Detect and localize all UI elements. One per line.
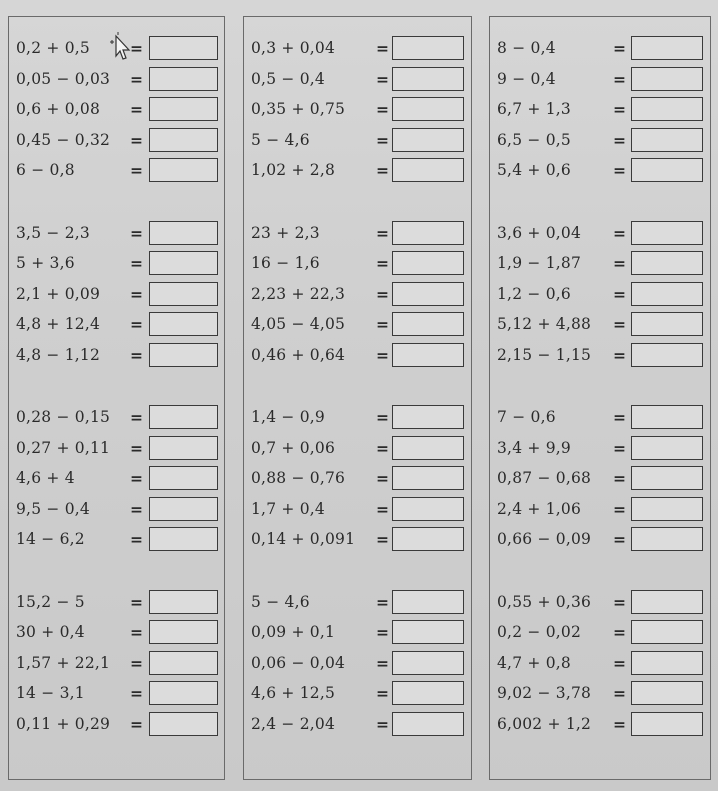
answer-box[interactable]	[149, 590, 218, 614]
answer-box[interactable]	[631, 97, 703, 121]
exercise-row	[244, 220, 471, 247]
expression: 4,8 + 12,4	[16, 315, 101, 333]
exercise-row	[244, 619, 471, 646]
expression: 1,02 + 2,8	[251, 161, 336, 179]
exercise-row	[244, 96, 471, 123]
equals-sign: =	[376, 223, 389, 243]
exercise-row	[244, 127, 471, 154]
answer-box[interactable]	[631, 128, 703, 152]
expression: 3,4 + 9,9	[497, 438, 571, 457]
answer-box[interactable]	[392, 681, 464, 705]
exercise-row	[9, 281, 224, 308]
equals-sign: =	[613, 469, 626, 488]
equals-sign: =	[376, 100, 389, 119]
equals-sign: =	[613, 653, 626, 673]
expression: 1,9 − 1,87	[497, 254, 582, 272]
equals-sign: =	[376, 161, 389, 180]
equals-sign: =	[376, 592, 389, 612]
exercise-row	[244, 250, 471, 277]
answer-box[interactable]	[631, 67, 703, 91]
equals-sign: =	[376, 623, 389, 642]
answer-box[interactable]	[149, 282, 218, 306]
exercise-row	[9, 435, 224, 462]
equals-sign: =	[613, 592, 626, 612]
equals-sign: =	[613, 438, 626, 458]
equals-sign: =	[376, 469, 389, 488]
expression: 9,02 − 3,78	[497, 684, 592, 702]
answer-box[interactable]	[392, 343, 464, 367]
answer-box[interactable]	[149, 343, 218, 367]
expression: 0,05 − 0,03	[16, 69, 111, 88]
equals-sign: =	[613, 345, 626, 365]
equals-sign: =	[376, 130, 389, 150]
exercise-row	[244, 311, 471, 338]
exercise-row	[490, 680, 710, 707]
equals-sign: =	[613, 499, 626, 519]
answer-box[interactable]	[392, 36, 464, 60]
exercise-row	[490, 711, 710, 738]
expression: 0,87 − 0,68	[497, 469, 592, 487]
expression: 14 − 3,1	[16, 684, 85, 702]
exercise-row	[490, 220, 710, 247]
equals-sign: =	[613, 254, 626, 273]
expression: 2,4 + 1,06	[497, 499, 582, 518]
equals-sign: =	[376, 254, 389, 273]
answer-box[interactable]	[149, 158, 218, 182]
exercise-row	[490, 496, 710, 523]
answer-box[interactable]	[631, 221, 703, 245]
answer-box[interactable]	[392, 497, 464, 521]
exercise-row	[490, 589, 710, 616]
expression: 0,35 + 0,75	[251, 100, 346, 118]
answer-box[interactable]	[631, 282, 703, 306]
answer-box[interactable]	[149, 251, 218, 275]
equals-sign: =	[376, 714, 389, 734]
expression: 0,45 − 0,32	[16, 130, 111, 149]
answer-box[interactable]	[631, 312, 703, 336]
equals-sign: =	[130, 161, 143, 180]
equals-sign: =	[130, 469, 143, 488]
mouse-cursor-icon	[108, 32, 132, 62]
exercise-row	[9, 680, 224, 707]
answer-box[interactable]	[149, 712, 218, 736]
exercise-row	[490, 619, 710, 646]
exercise-row	[244, 281, 471, 308]
equals-sign: =	[376, 530, 389, 549]
exercise-row	[490, 465, 710, 492]
equals-sign: =	[613, 130, 626, 150]
expression: 30 + 0,4	[16, 623, 85, 641]
answer-box[interactable]	[631, 590, 703, 614]
exercise-row	[244, 711, 471, 738]
expression: 4,8 − 1,12	[16, 345, 101, 364]
answer-box[interactable]	[631, 651, 703, 675]
equals-sign: =	[376, 408, 389, 427]
expression: 4,7 + 0,8	[497, 653, 571, 672]
answer-box[interactable]	[392, 436, 464, 460]
exercise-row	[9, 711, 224, 738]
equals-sign: =	[613, 69, 626, 89]
exercise-column-2	[243, 16, 472, 780]
equals-sign: =	[130, 653, 143, 673]
expression: 15,2 − 5	[16, 592, 85, 611]
exercise-row	[9, 127, 224, 154]
exercise-row	[9, 157, 224, 184]
answer-box[interactable]	[149, 527, 218, 551]
exercise-row	[9, 250, 224, 277]
expression: 0,2 + 0,5	[16, 39, 90, 57]
expression: 0,3 + 0,04	[251, 39, 336, 57]
answer-box[interactable]	[392, 312, 464, 336]
exercise-row	[490, 435, 710, 462]
expression: 0,06 − 0,04	[251, 653, 346, 672]
equals-sign: =	[130, 408, 143, 427]
exercise-row	[244, 589, 471, 616]
expression: 0,46 + 0,64	[251, 345, 346, 364]
exercise-column-1	[8, 16, 225, 780]
expression: 6,7 + 1,3	[497, 100, 571, 118]
equals-sign: =	[613, 714, 626, 734]
equals-sign: =	[130, 684, 143, 703]
expression: 6,5 − 0,5	[497, 130, 571, 149]
equals-sign: =	[376, 39, 389, 58]
equals-sign: =	[376, 438, 389, 458]
expression: 2,23 + 22,3	[251, 284, 346, 303]
exercise-row	[244, 526, 471, 553]
answer-box[interactable]	[392, 251, 464, 275]
equals-sign: =	[613, 161, 626, 180]
answer-box[interactable]	[631, 405, 703, 429]
equals-sign: =	[130, 592, 143, 612]
equals-sign: =	[130, 284, 143, 304]
expression: 1,4 − 0,9	[251, 408, 325, 426]
equals-sign: =	[130, 499, 143, 519]
exercise-row	[490, 35, 710, 62]
equals-sign: =	[613, 623, 626, 642]
expression: 6 − 0,8	[16, 161, 75, 179]
expression: 2,15 − 1,15	[497, 345, 592, 364]
equals-sign: =	[130, 530, 143, 549]
answer-box[interactable]	[149, 681, 218, 705]
equals-sign: =	[613, 100, 626, 119]
answer-box[interactable]	[149, 312, 218, 336]
exercise-row	[490, 96, 710, 123]
expression: 0,7 + 0,06	[251, 438, 336, 457]
expression: 0,27 + 0,11	[16, 438, 111, 457]
equals-sign: =	[130, 223, 143, 243]
answer-box[interactable]	[392, 527, 464, 551]
answer-box[interactable]	[631, 681, 703, 705]
exercise-row	[9, 619, 224, 646]
equals-sign: =	[130, 315, 143, 334]
answer-box[interactable]	[631, 712, 703, 736]
expression: 1,7 + 0,4	[251, 499, 325, 518]
exercise-row	[244, 342, 471, 369]
exercise-row	[9, 96, 224, 123]
answer-box[interactable]	[149, 405, 218, 429]
expression: 8 − 0,4	[497, 39, 556, 57]
exercise-row	[9, 589, 224, 616]
answer-box[interactable]	[149, 221, 218, 245]
answer-box[interactable]	[631, 527, 703, 551]
equals-sign: =	[130, 39, 143, 58]
answer-box[interactable]	[392, 651, 464, 675]
equals-sign: =	[376, 653, 389, 673]
exercise-row	[244, 496, 471, 523]
expression: 4,6 + 12,5	[251, 684, 336, 702]
exercise-row	[244, 157, 471, 184]
expression: 9,5 − 0,4	[16, 499, 90, 518]
expression: 23 + 2,3	[251, 223, 320, 242]
expression: 5 − 4,6	[251, 130, 310, 149]
equals-sign: =	[376, 69, 389, 89]
expression: 0,2 − 0,02	[497, 623, 582, 641]
exercise-row	[490, 250, 710, 277]
equals-sign: =	[130, 69, 143, 89]
expression: 3,5 − 2,3	[16, 223, 90, 242]
exercise-row	[244, 66, 471, 93]
equals-sign: =	[130, 345, 143, 365]
expression: 1,2 − 0,6	[497, 284, 571, 303]
expression: 5,4 + 0,6	[497, 161, 571, 179]
equals-sign: =	[130, 100, 143, 119]
expression: 9 − 0,4	[497, 69, 556, 88]
expression: 0,55 + 0,36	[497, 592, 592, 611]
exercise-row	[9, 311, 224, 338]
equals-sign: =	[613, 684, 626, 703]
exercise-row	[490, 526, 710, 553]
exercise-row	[9, 650, 224, 677]
exercise-row	[9, 220, 224, 247]
exercise-row	[244, 650, 471, 677]
exercise-row	[244, 404, 471, 431]
exercise-row	[490, 404, 710, 431]
equals-sign: =	[376, 315, 389, 334]
answer-box[interactable]	[149, 466, 218, 490]
expression: 5,12 + 4,88	[497, 315, 592, 333]
answer-box[interactable]	[392, 128, 464, 152]
expression: 0,09 + 0,1	[251, 623, 336, 641]
equals-sign: =	[130, 438, 143, 458]
equals-sign: =	[613, 284, 626, 304]
equals-sign: =	[613, 39, 626, 58]
equals-sign: =	[130, 130, 143, 150]
answer-box[interactable]	[631, 343, 703, 367]
answer-box[interactable]	[392, 97, 464, 121]
expression: 0,6 + 0,08	[16, 100, 101, 118]
answer-box[interactable]	[392, 620, 464, 644]
expression: 1,57 + 22,1	[16, 653, 111, 672]
expression: 2,4 − 2,04	[251, 714, 336, 733]
equals-sign: =	[376, 345, 389, 365]
expression: 4,05 − 4,05	[251, 315, 346, 333]
exercise-row	[9, 465, 224, 492]
answer-box[interactable]	[392, 405, 464, 429]
answer-box[interactable]	[149, 620, 218, 644]
expression: 0,11 + 0,29	[16, 714, 111, 733]
expression: 0,5 − 0,4	[251, 69, 325, 88]
answer-box[interactable]	[631, 158, 703, 182]
exercise-row	[9, 496, 224, 523]
exercise-row	[490, 281, 710, 308]
answer-box[interactable]	[149, 497, 218, 521]
equals-sign: =	[130, 623, 143, 642]
exercise-row	[490, 650, 710, 677]
equals-sign: =	[376, 284, 389, 304]
answer-box[interactable]	[631, 436, 703, 460]
expression: 0,14 + 0,091	[251, 530, 356, 548]
expression: 2,1 + 0,09	[16, 284, 101, 303]
answer-box[interactable]	[149, 36, 218, 60]
exercise-row	[244, 35, 471, 62]
exercise-row	[490, 311, 710, 338]
answer-box[interactable]	[149, 97, 218, 121]
answer-box[interactable]	[392, 466, 464, 490]
answer-box[interactable]	[149, 128, 218, 152]
answer-box[interactable]	[392, 282, 464, 306]
exercise-row	[490, 157, 710, 184]
answer-box[interactable]	[392, 221, 464, 245]
exercise-row	[9, 66, 224, 93]
exercise-row	[490, 66, 710, 93]
answer-box[interactable]	[631, 466, 703, 490]
equals-sign: =	[613, 315, 626, 334]
equals-sign: =	[130, 714, 143, 734]
answer-box[interactable]	[392, 712, 464, 736]
equals-sign: =	[130, 254, 143, 273]
expression: 6,002 + 1,2	[497, 714, 592, 733]
exercise-row	[9, 404, 224, 431]
expression: 0,66 − 0,09	[497, 530, 592, 548]
answer-box[interactable]	[392, 158, 464, 182]
expression: 0,28 − 0,15	[16, 408, 111, 426]
expression: 5 − 4,6	[251, 592, 310, 611]
expression: 4,6 + 4	[16, 469, 75, 487]
exercise-row	[490, 342, 710, 369]
exercise-row	[9, 342, 224, 369]
answer-box[interactable]	[631, 36, 703, 60]
expression: 14 − 6,2	[16, 530, 85, 548]
answer-box[interactable]	[149, 67, 218, 91]
expression: 5 + 3,6	[16, 254, 75, 272]
answer-box[interactable]	[631, 497, 703, 521]
expression: 16 − 1,6	[251, 254, 320, 272]
equals-sign: =	[613, 408, 626, 427]
exercise-row	[9, 526, 224, 553]
answer-box[interactable]	[392, 590, 464, 614]
exercise-row	[244, 465, 471, 492]
exercise-row	[244, 435, 471, 462]
expression: 3,6 + 0,04	[497, 223, 582, 242]
expression: 0,88 − 0,76	[251, 469, 346, 487]
equals-sign: =	[613, 223, 626, 243]
expression: 7 − 0,6	[497, 408, 556, 426]
exercise-row	[490, 127, 710, 154]
answer-box[interactable]	[149, 651, 218, 675]
exercise-column-3	[489, 16, 711, 780]
equals-sign: =	[376, 684, 389, 703]
exercise-row	[244, 680, 471, 707]
equals-sign: =	[613, 530, 626, 549]
answer-box[interactable]	[631, 251, 703, 275]
answer-box[interactable]	[631, 620, 703, 644]
answer-box[interactable]	[149, 436, 218, 460]
answer-box[interactable]	[392, 67, 464, 91]
equals-sign: =	[376, 499, 389, 519]
